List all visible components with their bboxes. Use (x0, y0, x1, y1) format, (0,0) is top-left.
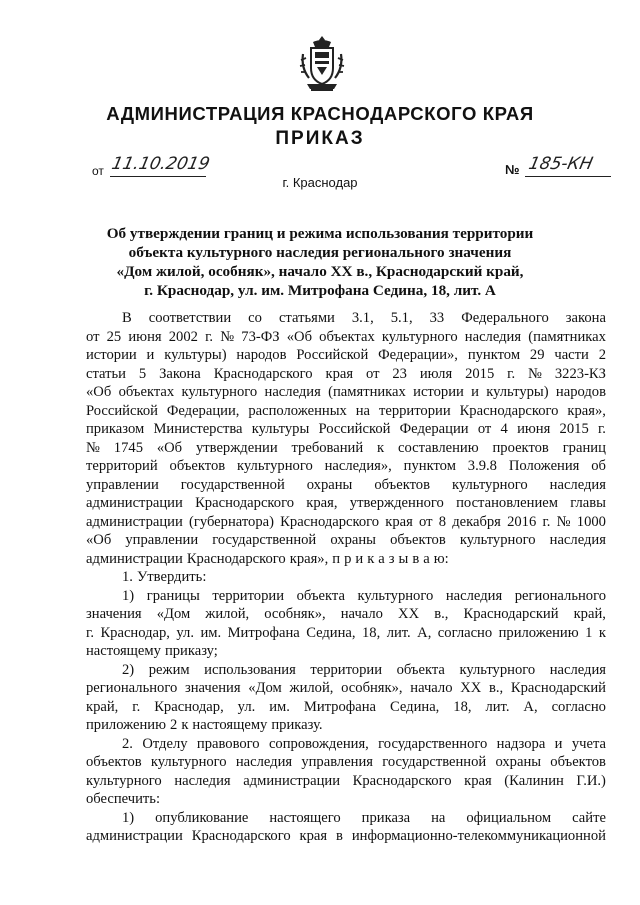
body-line: г. Краснодар, ул. им. Митрофана Седина, 18, лит. А, согласно приложению 1 к (86, 624, 606, 641)
body-line: № 1745 «Об утверждении требований к составлению проектов границ (86, 439, 606, 456)
body-line: администрации Краснодарского края, утвержденного постановлением главы (86, 495, 606, 511)
agency-name: АДМИНИСТРАЦИЯ КРАСНОДАРСКОГО КРАЯ (106, 103, 534, 124)
body-line: регионального значения «Дом жилой, особняк», начало XX в., Краснодарский (86, 680, 606, 696)
number-prefix: № (505, 162, 520, 177)
title-line: «Дом жилой, особняк», начало XX в., Краснодарский край, (116, 263, 524, 280)
document-type: ПРИКАЗ (275, 128, 365, 149)
body-line: «Об управлении государственной охраны объектов культурного наследия (86, 532, 606, 548)
title-line: г. Краснодар, ул. им. Митрофана Седина, 18, лит. А (144, 282, 496, 299)
body-line: «Об объектах культурного наследия (памятниках истории и культуры) народов (86, 384, 606, 400)
body-line: 1) границы территории объекта культурного наследия регионального (122, 587, 606, 604)
date-handwritten: 11.10.2019 (109, 154, 212, 174)
body-line: от 25 июня 2002 г. № 73-ФЗ «Об объектах культурного наследия (памятниках (86, 328, 606, 345)
document-body (86, 309, 606, 846)
city: г. Краснодар (282, 175, 358, 190)
coat-of-arms-emblem (299, 34, 345, 94)
body-line: настоящему приказу; (86, 643, 218, 659)
body-line: приказом Министерства культуры Российской Федерации от 4 июня 2015 г. (86, 421, 606, 437)
number-handwritten: 185-КН (526, 154, 595, 174)
body-line: объектов культурного наследия управления государственной охраны объектов (86, 754, 606, 770)
body-line: Российской Федерации, расположенных на территории Краснодарского края», (86, 402, 606, 419)
body-line: значения «Дом жилой, особняк», начало XX в., Краснодарский край, (86, 606, 606, 622)
document-title (100, 224, 540, 300)
body-line: культурного наследия администрации Краснодарского края (Калинин Г.И.) (86, 772, 606, 789)
body-line: В соответствии со статьями 3.1, 5.1, 33 Федерального закона (122, 310, 606, 326)
body-line: обеспечить: (86, 791, 161, 807)
title-line: Об утверждении границ и режима использования территории (106, 225, 534, 242)
body-line: 1. Утвердить: (122, 569, 207, 585)
body-line: территорий объектов культурного наследия», пунктом 3.9.8 Положения об (86, 458, 606, 474)
date-prefix: от (92, 164, 104, 178)
body-line: администрации Краснодарского края в информационно-телекоммуникационной (86, 828, 606, 844)
body-line: 2. Отделу правового сопровождения, государственного надзора и учета (122, 735, 606, 752)
body-line: статьи 5 Закона Краснодарского края от 23 июля 2015 г. № 3223-КЗ (86, 365, 606, 382)
body-line: управлении государственной охраны объектов культурного наследия (86, 476, 606, 493)
body-line: 1) опубликование настоящего приказа на официальном сайте (122, 809, 606, 826)
body-line: край, г. Краснодар, ул. им. Митрофана Седина, 18, лит. А, согласно (86, 698, 606, 715)
body-line: администрации Краснодарского края», п р и к а з ы в а ю: (86, 550, 449, 567)
body-line: истории и культуры) народов Российской Федерации», пунктом 29 части 2 (86, 347, 606, 363)
body-line: приложению 2 к настоящему приказу. (86, 717, 323, 733)
body-line: 2) режим использования территории объекта культурного наследия (122, 661, 606, 678)
body-line: администрации (губернатора) Краснодарского края от 8 декабря 2016 г. № 1000 (86, 513, 606, 530)
title-line: объекта культурного наследия регионального значения (128, 244, 512, 261)
